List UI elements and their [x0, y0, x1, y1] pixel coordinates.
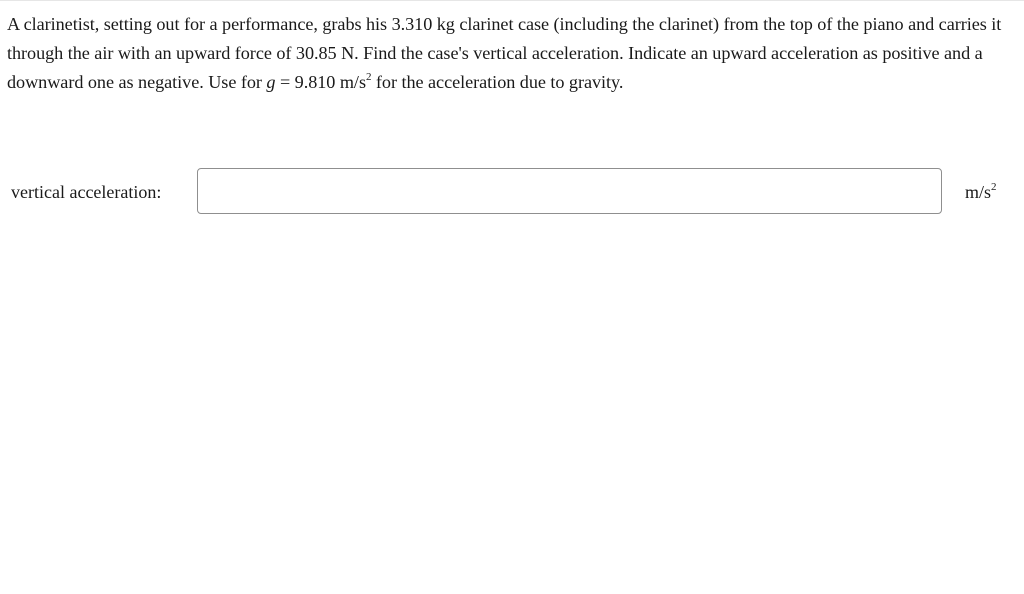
vertical-acceleration-input[interactable] — [197, 168, 942, 214]
gravity-variable: g — [266, 72, 276, 92]
answer-unit — [965, 181, 997, 203]
answer-row — [0, 167, 1024, 215]
answer-unit-base: m/s — [965, 182, 992, 202]
gravity-unit-exponent: 2 — [365, 70, 372, 83]
gravity-value: = 9.810 m/s — [275, 72, 366, 92]
answer-unit-exponent: 2 — [991, 181, 997, 193]
answer-label: vertical acceleration: — [11, 182, 162, 202]
question-text-part1: A clarinetist, setting out for a performance, grabs his 3.310 kg clarinet case (including the clarinet) from the top of the piano and carries it through the air with an upward force of 30.85 N. Find the case's vertical acceleration. Indicate an upward acceleration as positive and a downward one as negative. Use for — [7, 14, 1002, 92]
question-text-part2: for the acceleration due to gravity. — [371, 72, 624, 92]
top-divider — [0, 0, 1024, 1]
question-text — [7, 10, 1017, 97]
